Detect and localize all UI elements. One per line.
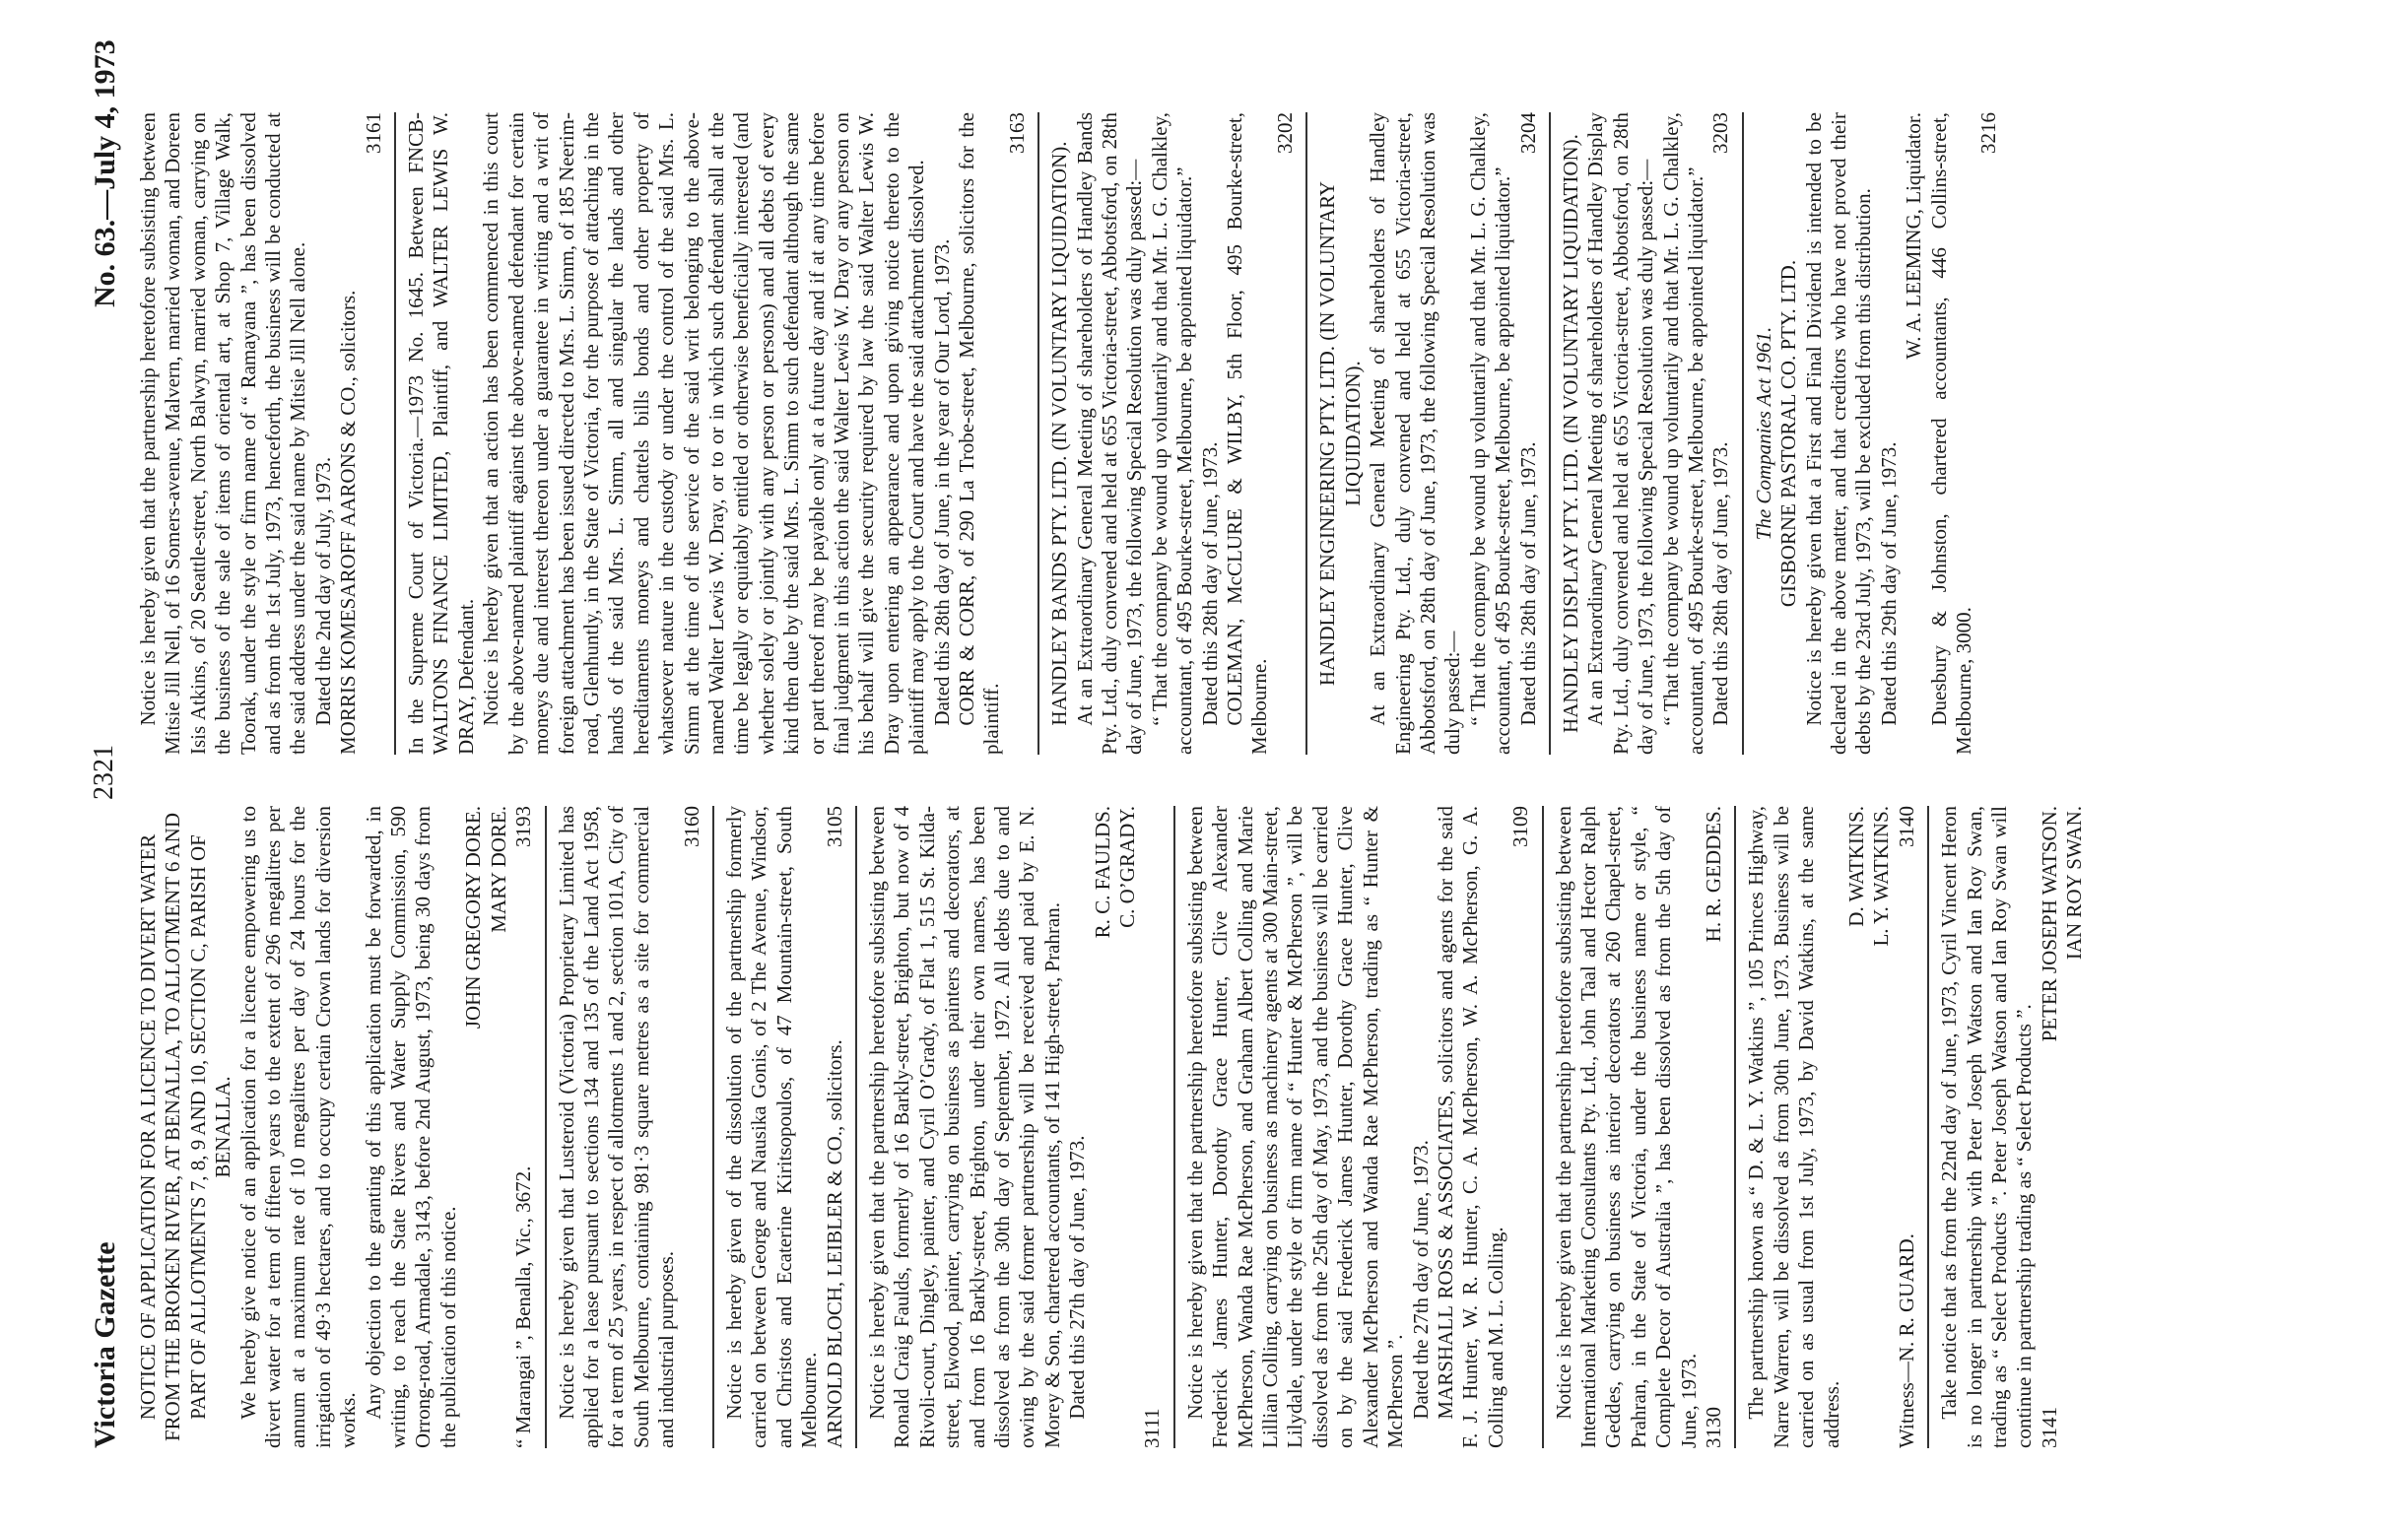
notice-handley-display (1559, 112, 1734, 755)
signatory-address: “ Marangai ”, Benalla, Vic., 3672. (511, 1165, 536, 1448)
signatory: D. WATKINS. (1844, 806, 1868, 927)
notice-paragraph: Take notice that as from the 22nd day of June, 1973, Cyril Vincent Heron is no longer in partnership with Peter Joseph Watson and Ian Roy Swan, trading as “ Select Products ”. Peter Joseph Watson and Ian Roy Swan will continue in partnership trading as “ Select Products ”. (1937, 806, 2037, 1448)
notice-number: 3163 (1004, 112, 1029, 154)
notice-dissolution-watkins (1744, 806, 1919, 1448)
divider (1305, 112, 1307, 755)
liquidator: W. A. LEEMING, Liquidator. (1902, 112, 1926, 360)
notice-paragraph: Any objection to the granting of this application must be forwarded, in writing, to reach the State Rivers and Water Supply Commission, 590 Orrong-road, Armadale, 3143, before 2nd August, 1973, being 30 days from the publication of this notice. (361, 806, 460, 1448)
divider (1742, 112, 1744, 755)
notice-paragraph: Notice is hereby given that an action has been commenced in this court by the above-named plaintiff against the above-named defendant for certain moneys due and interest thereon under a guarantee in writing and a writ of foreign attachment has been issued directed to Mrs. L. Simm, of 185 Neerim-road, Glenhuntly, in the State of Victoria, for the purpose of attaching in the hands of the said Mrs. L. Simm, all and singular the lands and other hereditaments moneys and chattels bills bonds and other property of whatsoever nature in the custody or under the control of the said Mrs. L. Simm at the time of the service of the said writ belonging to the above-named Walter Lewis W. Dray, or to or in which such defendant shall at the time be legally or equitably entitled or otherwise beneficially interested (and whether solely or jointly with any person or persons) and all debts of every kind then due by the said Mrs. L. Simm to such defendant although the same or part thereof may be payable only at a future day and if at any time before final judgment in this action the said Walter Lewis W. Dray or any person on his behalf will give the security required by law the said Walter Lewis W. Dray upon entering an appearance and upon giving notice thereto to the plaintiff may apply to the Court and have the said attachment dissolved. (479, 112, 929, 755)
notice-dated: Dated this 28th day of June, in the year of Our Lord, 1973. (929, 238, 954, 726)
divider (1549, 112, 1551, 755)
divider (855, 806, 857, 1448)
signatory: L. Y. WATKINS. (1869, 806, 1894, 947)
notice-foreign-attachment (404, 112, 1030, 755)
notice-lease (555, 806, 704, 1448)
notice-water-licence (136, 806, 537, 1448)
notice-title: HANDLEY ENGINEERING PTY. LTD. (IN VOLUNTARY LIQUIDATION). (1315, 180, 1365, 687)
signatory: MARSHALL ROSS & ASSOCIATES, solicitors and agents for the said F. J. Hunter, W. R. Hunter, C. A. McPherson, W. A. McPherson, G. A. Colling and M. L. Colling. (1433, 806, 1507, 1448)
notice-dated: Dated the 2nd day of July, 1973. (310, 456, 335, 726)
divider (1542, 806, 1544, 1448)
notice-title: HANDLEY DISPLAY PTY. LTD. (IN VOLUNTARY LIQUIDATION). (1558, 134, 1582, 733)
divider (712, 806, 714, 1448)
left-column (136, 806, 2373, 1448)
notice-paragraph: Notice is hereby given that the partnership heretofore subsisting between Frederick James Hunter, Dorothy Grace Hunter, Clive Alexander McPherson, Wanda Rae McPherson, and Graham Albert Colling and Marie Lillian Colling, carrying on business as machinery agents at 300 Main-street, Lilydale, under the style or firm name of “ Hunter & McPherson ”, will be dissolved as from the 25th day of May, 1973, and the business will be carried on by the said Frederick James Hunter, Dorothy Grace Hunter, Clive Alexander McPherson and Wanda Rae McPherson, trading as “ Hunter & McPherson ”. (1182, 806, 1408, 1448)
divider (1173, 806, 1175, 1448)
notice-handley-bands (1047, 112, 1298, 755)
notice-title: NOTICE OF APPLICATION FOR A LICENCE TO DIVERT WATER FROM THE BROKEN RIVER, AT BENALLA, TO ALLOTMENT 6 AND PART OF ALLOTMENTS 7, 8, 9 AND 10, SECTION C, PARISH OF BENALLA. (136, 813, 235, 1442)
signatory: PETER JOSEPH WATSON. (2037, 806, 2061, 1042)
notice-dated: Dated this 28th day of June, 1973. (1515, 441, 1540, 726)
notice-dated: Dated this 29th day of June, 1973. (1876, 441, 1901, 726)
notice-number: 3130 (1701, 1407, 1725, 1448)
notice-dated: Dated this 28th day of June, 1973. (1708, 441, 1733, 726)
notice-paragraph: Notice is hereby given that a First and Final Dividend is intended to be declared in the above matter, and that creditors who have not proved their debts by the 23rd July, 1973, will be excluded from this distribution. (1801, 112, 1876, 755)
notice-paragraph: Notice is hereby given that the partnership heretofore subsisting between International Marketing Consultants Pty. Ltd., John Taal and Hector Ralph Geddes, carrying on business as interior decorators at 260 Chapel-street, Prahran, in the State of Victoria, under the business name or style, “ Complete Decor of Australia ”, has been dissolved as from the 5th day of June, 1973. (1551, 806, 1701, 1448)
signatory: MORRIS KOMESAROFF AARONS & CO., solicitors. (336, 290, 361, 755)
notice-paragraph: Notice is hereby given that Lusteroid (Victoria) Proprietary Limited has applied for a lease pursuant to sections 134 and 135 of the Land Act 1958, for a term of 25 years, in respect of allotments 1 and 2, section 101A, City of South Melbourne, containing 981·3 square metres as a site for commercial and industrial purposes. (554, 806, 679, 1448)
notice-number: 3111 (1140, 1408, 1165, 1448)
notice-title: HANDLEY BANDS PTY. LTD. (IN VOLUNTARY LIQUIDATION). (1047, 141, 1072, 726)
divider (394, 112, 396, 755)
signatory: IAN ROY SWAN. (2062, 806, 2087, 961)
notice-paragraph: Notice is hereby given that the partnership heretofore subsisting between Ronald Craig Faulds, formerly of 16 Barkly-street, Brighton, but now of 4 Rivoli-court, Dingley, painter, and Cyril O’Grady, of Flat 1, 515 St. Kilda-street, Elwood, painter, carrying on business as painters and decorators, at and from 16 Barkly-street, Brighton, under their own names, has been dissolved as from the 30th day of September, 1972. All debts due to and owing by the said former partnership will be received and paid by E. N. Morey & Son, chartered accountants, of 141 High-street, Prahran. (864, 806, 1064, 1448)
notice-dated: Dated this 28th day of June, 1973. (1197, 441, 1222, 726)
notice-dated: Dated this 27th day of June, 1973. (1065, 1135, 1090, 1420)
notice-gisborne-pastoral (1752, 112, 2002, 755)
notice-paragraph: “ That the company be wound up voluntarily and that Mr. L. G. Chalkley, accountant, of 495 Bourke-street, Melbourne, be appointed liquidator.” (1147, 112, 1197, 755)
divider (1037, 112, 1039, 755)
notice-paragraph: We hereby give notice of an application for a licence empowering us to divert water for a term of fifteen years to the extent of 296 megalitres per annum at a maximum rate of 10 megalitres per day of 24 hours for the irrigation of 49·3 hectares, and to occupy certain Crown lands for diversion works. (235, 806, 361, 1448)
notice-paragraph: At an Extraordinary General Meeting of shareholders of Handley Bands Pty. Ltd., duly convened and held at 655 Victoria-street, Abbotsford, on 28th day of June, 1973, the following Special Resolution was duly passed:— (1072, 112, 1147, 755)
signatory: CORR & CORR, of 290 La Trobe-street, Melbourne, solicitors for the plaintiff. (955, 112, 1004, 755)
notice-paragraph: “ That the company be wound up voluntarily and that Mr. L. G. Chalkley, accountant, of 495 Bourke-street, Melbourne, be appointed liquidator.” (1465, 112, 1515, 755)
notice-paragraph: At an Extraordinary General Meeting of shareholders of Handley Display Pty. Ltd., duly convened and held at 655 Victoria-street, Abbotsford, on 28th day of June, 1973, the following Special Resolution was duly passed:— (1583, 112, 1658, 755)
signatory: MARY DORE. (486, 806, 510, 933)
notice-dated: Dated the 27th day of June, 1973. (1408, 1140, 1433, 1420)
signatory: COLEMAN, McCLURE & WILBY, 5th Floor, 495 Bourke-street, Melbourne. (1223, 112, 1272, 755)
notice-number: 3141 (2037, 1407, 2061, 1448)
signatory: JOHN GREGORY DORE. (461, 806, 486, 1030)
notice-number: 3204 (1515, 112, 1540, 154)
notice-dissolution-hunter (1183, 806, 1534, 1448)
notice-number: 3161 (361, 112, 385, 154)
notice-handley-engineering (1315, 112, 1541, 755)
signatory: ARNOLD BLOCH, LEIBLER & CO., solicitors. (822, 1039, 846, 1448)
witness: Witness—N. R. GUARD. (1894, 1233, 1918, 1448)
divider (1927, 806, 1929, 1448)
liquidator-address: Duesbury & Johnston, chartered accountants, 446 Collins-street, Melbourne, 3000. (1926, 112, 1976, 755)
signatory: H. R. GEDDES. (1701, 806, 1725, 943)
gazette-title: Victoria Gazette (89, 1241, 121, 1448)
notice-dissolution-ramayana (136, 112, 386, 755)
notice-number: 3140 (1894, 806, 1918, 847)
court-heading: In the Supreme Court of Victoria.—1973 No. 1645. Between FNCB-WALTONS FINANCE LIMITED, Plaintiff, and WALTER LEWIS W. DRAY, Defendant. (404, 112, 478, 755)
notice-dissolution-gonis (722, 806, 847, 1448)
notice-paragraph: Notice is hereby given that the partnership heretofore subsisting between Mitsie Jill Nell, of 16 Somers-avenue, Malvern, married woman, and Doreen Isis Atkins, of 20 Seattle-street, North Balwyn, married woman, carrying on the business of the sale of items of oriental art, at Shop 7, Village Walk, Toorak, under the style or firm name of “ Ramayana ”, has been dissolved and as from the 1st July, 1973, henceforth, the business will be conducted at the said address under the said name by Mitsie Jill Nell alone. (136, 112, 310, 755)
notice-number: 3109 (1508, 806, 1533, 847)
notice-dissolution-geddes (1552, 806, 1727, 1448)
right-column (136, 112, 2373, 755)
notice-partnership-select-products (1937, 806, 2087, 1448)
notice-paragraph: Notice is hereby given of the dissolution of the partnership formerly carried on between George and Nausika Gonis, of 2 The Avenue, Windsor, and Christos and Ecaterine Kiritsopoulos, of 47 Mountain-street, South Melbourne. (721, 806, 822, 1448)
notice-number: 3160 (679, 806, 703, 847)
divider (545, 806, 547, 1448)
notice-number: 3202 (1272, 112, 1297, 154)
page-number: 2321 (89, 745, 119, 800)
notice-paragraph: “ That the company be wound up voluntarily and that Mr. L. G. Chalkley, accountant, of 495 Bourke-street, Melbourne, be appointed liquidator.” (1658, 112, 1707, 755)
notice-number: 3203 (1708, 112, 1733, 154)
notice-paragraph: The partnership known as “ D. & L. Y. Watkins ”, 105 Princes Highway, Narre Warren, will be dissolved as from 30th June, 1973. Business will be carried on as usual from 1st July, 1973, by David Watkins, at the same address. (1744, 806, 1843, 1448)
divider (1734, 806, 1736, 1448)
signatory: R. C. FAULDS. (1090, 806, 1114, 939)
notice-paragraph: At an Extraordinary General Meeting of shareholders of Handley Engineering Pty. Ltd., duly convened and held at 655 Victoria-street, Abbotsford, on 28th day of June, 1973, the following Special Resolution was duly passed:— (1366, 112, 1465, 755)
notice-number: 3193 (511, 806, 536, 847)
issue-date: No. 63.—July 4, 1973 (89, 39, 121, 307)
signatory: C. O’GRADY. (1115, 806, 1140, 928)
notice-number: 3105 (822, 806, 846, 847)
notice-title: GISBORNE PASTORAL CO. PTY. LTD. (1776, 259, 1801, 608)
notice-dissolution-faulds (865, 806, 1166, 1448)
act-heading: The Companies Act 1961. (1751, 326, 1775, 541)
notice-number: 3216 (1976, 112, 2001, 154)
